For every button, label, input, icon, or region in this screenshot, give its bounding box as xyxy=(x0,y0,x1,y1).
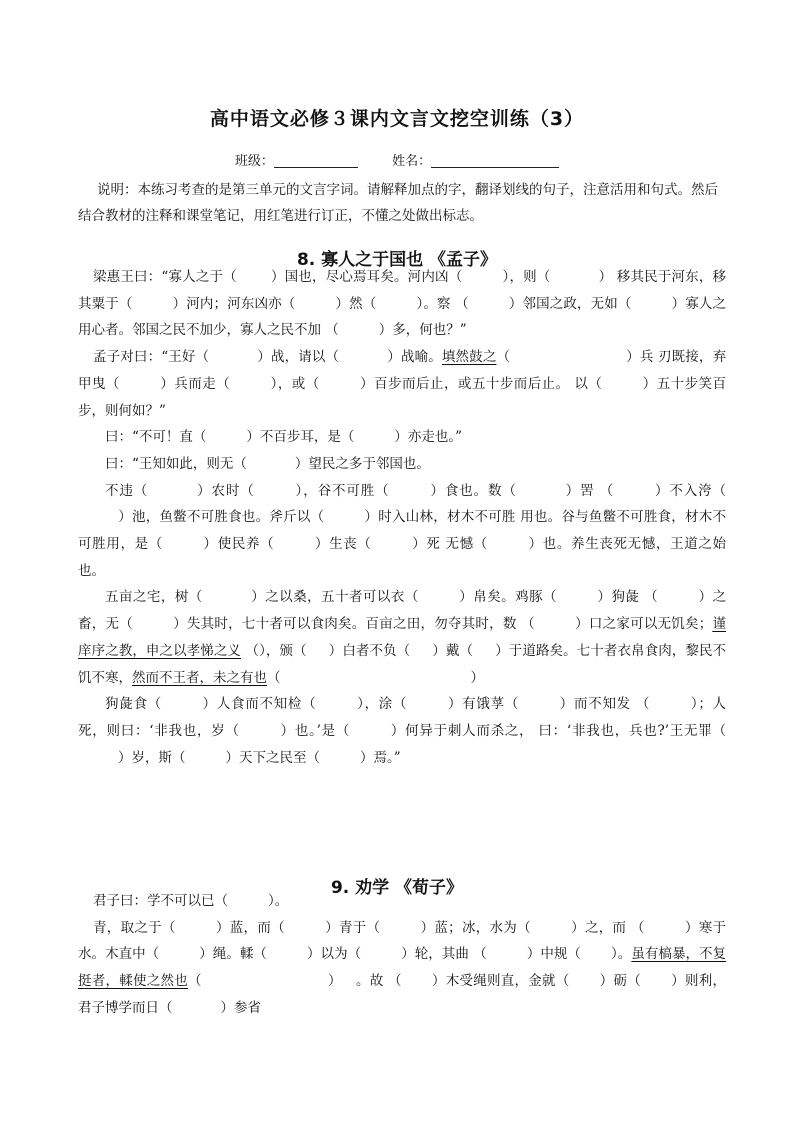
text-segment: ）砺（ xyxy=(599,973,642,990)
translate-sentence: 填然鼓之 xyxy=(441,349,497,366)
text-segment: ）食也。数（ xyxy=(429,482,517,499)
text-segment: ） xyxy=(598,269,613,285)
text-segment: ）青于（ xyxy=(324,919,381,936)
text-segment: 曰：“不可！直（ xyxy=(105,429,207,446)
text-segment: ）轮，其曲 xyxy=(401,946,469,963)
paragraph xyxy=(78,691,726,771)
text-segment: ）白者不负（ xyxy=(328,642,411,659)
text-segment: ）。 xyxy=(268,893,289,909)
text-segment: （ xyxy=(455,295,469,312)
paragraph xyxy=(78,344,726,424)
student-info-line xyxy=(0,150,794,169)
text-segment: 孟子对曰：“王好（ xyxy=(93,349,210,366)
text-segment: 。故 xyxy=(355,973,384,990)
text-segment: ）五十步笑百步，则何如？” xyxy=(78,375,727,419)
translate-sentence: 谨庠序之教，申之以孝悌之义 xyxy=(78,616,727,659)
text-segment: （ xyxy=(599,482,615,499)
text-segment: ）多，何也？” xyxy=(378,322,467,339)
text-segment: ）。察 xyxy=(416,295,451,312)
text-segment: ）不百步耳，是（ xyxy=(246,429,355,446)
text-segment: ）口之家可以无饥矣； xyxy=(574,616,713,633)
text-segment: ），颁（ xyxy=(259,642,307,659)
text-segment: ）寒于水。木直中（ xyxy=(78,919,727,963)
paragraph xyxy=(78,888,726,915)
text-segment: 移其民于河东，移其粟于（ xyxy=(78,269,726,312)
text-segment: ）则利，君子博学而日（ xyxy=(78,973,727,1016)
text-segment: ）戴（ xyxy=(432,642,474,659)
text-segment: ）参省 xyxy=(220,999,261,1016)
text-segment: ）池，鱼鳖不可胜食也。斧斤以（ xyxy=(118,509,325,526)
text-segment: ）生丧（ xyxy=(314,536,372,553)
text-segment: （ xyxy=(245,642,259,659)
text-segment: ）亦走也。” xyxy=(394,429,463,446)
text-segment: （ xyxy=(521,616,535,633)
text-segment: ），涂（ xyxy=(356,696,408,713)
text-segment: ）；人死，则曰：‘非我也，岁（ xyxy=(78,696,727,739)
paragraph xyxy=(78,424,726,451)
text-segment: ）国也，尽心焉耳矣。河内凶（ xyxy=(270,269,463,285)
lesson-9-text xyxy=(78,888,726,1022)
text-segment: ）蓝；冰，水为（ xyxy=(420,919,531,936)
text-segment: ）之畜，无（ xyxy=(78,589,727,633)
text-segment: ）之，而 xyxy=(570,919,627,936)
text-segment: ）人食而不知检（ xyxy=(201,696,317,713)
paragraph xyxy=(78,915,726,1022)
text-segment: ）而不知发 xyxy=(559,696,631,713)
worksheet-title: 高中语文必修３课内文言文挖空训练（3） xyxy=(209,108,585,130)
text-segment: ） xyxy=(327,973,342,990)
text-segment: （ xyxy=(635,696,651,713)
text-segment: 用也。谷与鱼鳖不可胜食，材木不可胜用，是（ xyxy=(78,509,727,553)
text-segment: （ xyxy=(644,589,659,606)
text-segment: 无憾（ xyxy=(445,536,488,553)
text-segment: ）也。’是（ xyxy=(279,722,351,739)
text-segment: ）岁，斯（ xyxy=(118,749,186,766)
text-segment: （ xyxy=(473,946,487,963)
text-segment: ）何异于刺人而杀之， xyxy=(390,722,534,739)
text-segment: （ xyxy=(188,973,202,990)
class-label: 班级： xyxy=(234,154,274,169)
lesson-8-text xyxy=(78,264,726,771)
text-segment: 刃既接，弃甲曳（ xyxy=(78,349,727,392)
text-segment: ）帛矣。鸡豚（ xyxy=(458,589,558,606)
text-segment: （ xyxy=(267,669,281,686)
text-segment: 梁惠王曰：“寡人之于（ xyxy=(93,269,237,285)
translate-sentence: 然而不王者，未之有也 xyxy=(132,669,267,686)
text-segment: 青，取之于（ xyxy=(93,919,176,936)
translate-sentence: 虽有槁暴，不复挺者，輮使之然也 xyxy=(78,946,727,990)
text-segment: ）之以桑，五十者可以衣（ xyxy=(250,589,419,606)
text-segment: ）绳。輮（ xyxy=(199,946,267,963)
text-segment: ）以为（ xyxy=(306,946,362,963)
name-label: 姓名： xyxy=(392,154,432,169)
text-segment: ）不入洿（ xyxy=(654,482,727,499)
text-segment: 狗彘食（ xyxy=(105,696,162,713)
text-segment: ）有饿莩（ xyxy=(447,696,520,713)
text-segment: ）。 xyxy=(610,946,632,963)
text-segment: （ xyxy=(325,322,339,339)
text-segment: ），或（ xyxy=(270,375,320,392)
text-segment: ）也。养生丧死无憾，王道之始也。 xyxy=(78,536,727,579)
class-blank[interactable] xyxy=(274,153,358,168)
text-segment: （ xyxy=(496,349,511,366)
text-segment: （ xyxy=(388,973,402,990)
paragraph xyxy=(78,584,726,691)
text-segment: ）望民之多于邻国也。 xyxy=(294,455,430,472)
text-segment: ）然（ xyxy=(335,295,377,312)
text-segment: 五亩之宅，树（ xyxy=(105,589,203,606)
text-segment: ）死 xyxy=(411,536,441,553)
instructions: 说明：本练习考查的是第三单元的文言字词。请解释加点的字，翻译划线的句子，注意活用和句式。然后结合教材的注释和课堂笔记，用红笔进行订正，不懂之处做出标志。 xyxy=(78,182,718,224)
text-segment: ）蓝，而（ xyxy=(215,919,285,936)
text-segment: ）河内；河东凶亦（ xyxy=(172,295,296,312)
name-blank[interactable] xyxy=(431,153,559,168)
text-segment: ）百步而后止，或五十步而后止。 xyxy=(359,375,570,392)
text-segment: 不违（ xyxy=(105,482,149,499)
text-segment: ）时入山林，材木不可胜 xyxy=(364,509,516,526)
text-segment: ）木受绳则直，金就（ xyxy=(431,973,570,990)
text-segment: ）于道路矣。七十者衣帛食肉，黎民不饥不寒， xyxy=(78,642,727,686)
text-segment: （ xyxy=(630,919,645,936)
paragraph xyxy=(78,451,726,478)
paragraph xyxy=(78,478,726,585)
text-segment: ）使民养（ xyxy=(202,536,275,553)
text-segment: ）兵而走（ xyxy=(159,375,231,392)
text-segment: ）邻国之政，无如（ xyxy=(508,295,632,312)
text-segment: ），谷不可胜（ xyxy=(294,482,390,499)
text-segment: ）农时（ xyxy=(196,482,255,499)
text-segment: ） xyxy=(470,669,484,686)
lesson-9-heading: 9. 劝学 《荀子》 xyxy=(330,878,464,898)
text-segment: 曰：“王知如此，则无（ xyxy=(105,455,247,472)
text-segment: 以（ xyxy=(574,375,603,392)
lesson-8-heading: 8. 寡人之于国也 《孟子》 xyxy=(296,250,498,270)
text-segment: ）失其时，七十者可以食肉矣。百亩之田，勿夺其时，数 xyxy=(172,616,517,633)
paragraph xyxy=(78,264,726,344)
text-segment: ）中规（ xyxy=(526,946,581,963)
text-segment: ）战喻。 xyxy=(387,349,442,366)
text-segment: ）寡人之用心者。邻国之民不加少，寡人之民不加 xyxy=(78,295,727,339)
text-segment: ），则（ xyxy=(502,269,551,285)
text-segment: ）兵 xyxy=(626,349,654,366)
text-segment: ）天下之民至（ xyxy=(225,749,320,766)
text-segment: 曰：‘非我也，兵也?’王无罪（ xyxy=(538,722,727,739)
text-segment: ）战，请以（ xyxy=(257,349,340,366)
text-segment: ）焉。” xyxy=(360,749,401,766)
text-segment: 君子曰：学不可以已（ xyxy=(93,893,228,909)
text-segment: ）罟 xyxy=(564,482,595,499)
text-segment: ）狗彘 xyxy=(597,589,640,606)
